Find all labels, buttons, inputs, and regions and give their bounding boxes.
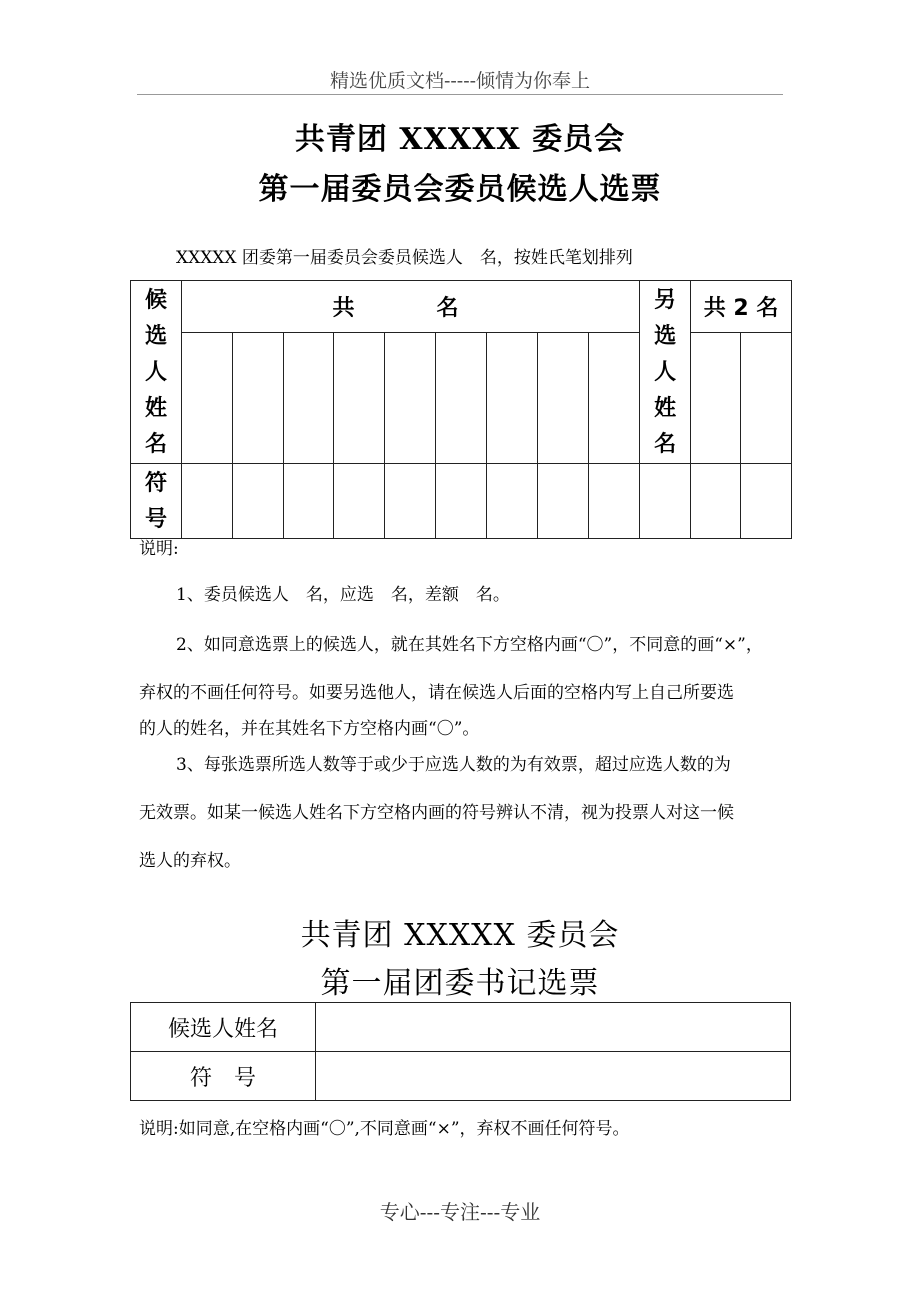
other-candidate-name-cell[interactable] — [741, 332, 792, 463]
candidate-name-cell[interactable] — [284, 332, 334, 463]
candidate-name-cell[interactable] — [233, 332, 284, 463]
ballot2-note: 说明:如同意,在空格内画“〇”,不同意画“×”，弃权不画任何符号。 — [139, 1119, 630, 1139]
symbol-cell[interactable] — [640, 464, 691, 539]
symbol-cell[interactable] — [487, 464, 538, 539]
note-2-line-1: 2、如同意选票上的候选人，就在其姓名下方空格内画“〇”，不同意的画“×”， — [176, 635, 763, 655]
ballot2-table — [130, 1002, 791, 1101]
note-3-line-3: 选人的弃权。 — [139, 851, 241, 871]
symbol-cell[interactable] — [691, 464, 741, 539]
symbol-cell[interactable] — [589, 464, 640, 539]
note-1: 1、委员候选人 名，应选 名，差额 名。 — [176, 585, 510, 605]
symbol-cell[interactable] — [436, 464, 487, 539]
secretary-symbol-cell[interactable] — [316, 1052, 791, 1101]
symbol-cell[interactable] — [741, 464, 792, 539]
other-candidate-label: 另 选 人 姓 名 — [640, 281, 691, 464]
page-footer: 专心---专注---专业 — [379, 1200, 541, 1224]
note-3-line-2: 无效票。如某一候选人姓名下方空格内画的符号辨认不清，视为投票人对这一候 — [139, 803, 734, 823]
ballot1-title-line2: 第一届委员会委员候选人选票 — [258, 172, 662, 207]
note-2-line-3: 的人的姓名，并在其姓名下方空格内画“〇”。 — [139, 719, 480, 739]
other-candidate-name-cell[interactable] — [691, 332, 741, 463]
ballot2-title-line2: 第一届团委书记选票 — [320, 966, 600, 1001]
total-candidates-header: 共 名 — [182, 281, 640, 333]
candidate-name-cell[interactable] — [334, 332, 385, 463]
other-total-header: 共 2 名 — [691, 281, 792, 333]
ballot1-intro: XXXXX 团委第一届委员会委员候选人 名，按姓氏笔划排列 — [176, 248, 633, 268]
candidate-name-cell[interactable] — [589, 332, 640, 463]
symbol-cell[interactable] — [538, 464, 589, 539]
note-3-line-1: 3、每张选票所选人数等于或少于应选人数的为有效票，超过应选人数的为 — [176, 755, 731, 775]
candidate-name-cell[interactable] — [487, 332, 538, 463]
notes-title: 说明: — [139, 539, 179, 559]
symbol-row-label: 符 号 — [131, 464, 182, 539]
secretary-name-label: 候选人姓名 — [131, 1003, 316, 1052]
symbol-cell[interactable] — [284, 464, 334, 539]
ballot1-table — [130, 280, 792, 539]
secretary-symbol-label: 符 号 — [131, 1052, 316, 1101]
symbol-cell[interactable] — [182, 464, 233, 539]
ballot2-title-line1: 共青团 XXXXX 委员会 — [300, 918, 620, 953]
note-2-line-2: 弃权的不画任何符号。如要另选他人，请在候选人后面的空格内写上自己所要选 — [139, 683, 734, 703]
symbol-cell[interactable] — [385, 464, 436, 539]
header-divider — [137, 94, 783, 95]
ballot1-title-line1: 共青团 XXXXX 委员会 — [294, 122, 626, 157]
symbol-cell[interactable] — [334, 464, 385, 539]
candidate-name-cell[interactable] — [538, 332, 589, 463]
page-header: 精选优质文档-----倾情为你奉上 — [329, 70, 591, 92]
secretary-name-cell[interactable] — [316, 1003, 791, 1052]
symbol-cell[interactable] — [233, 464, 284, 539]
candidate-name-cell[interactable] — [436, 332, 487, 463]
candidate-name-cell[interactable] — [182, 332, 233, 463]
candidate-name-cell[interactable] — [385, 332, 436, 463]
candidate-name-row-label: 候 选 人 姓 名 — [131, 281, 182, 464]
